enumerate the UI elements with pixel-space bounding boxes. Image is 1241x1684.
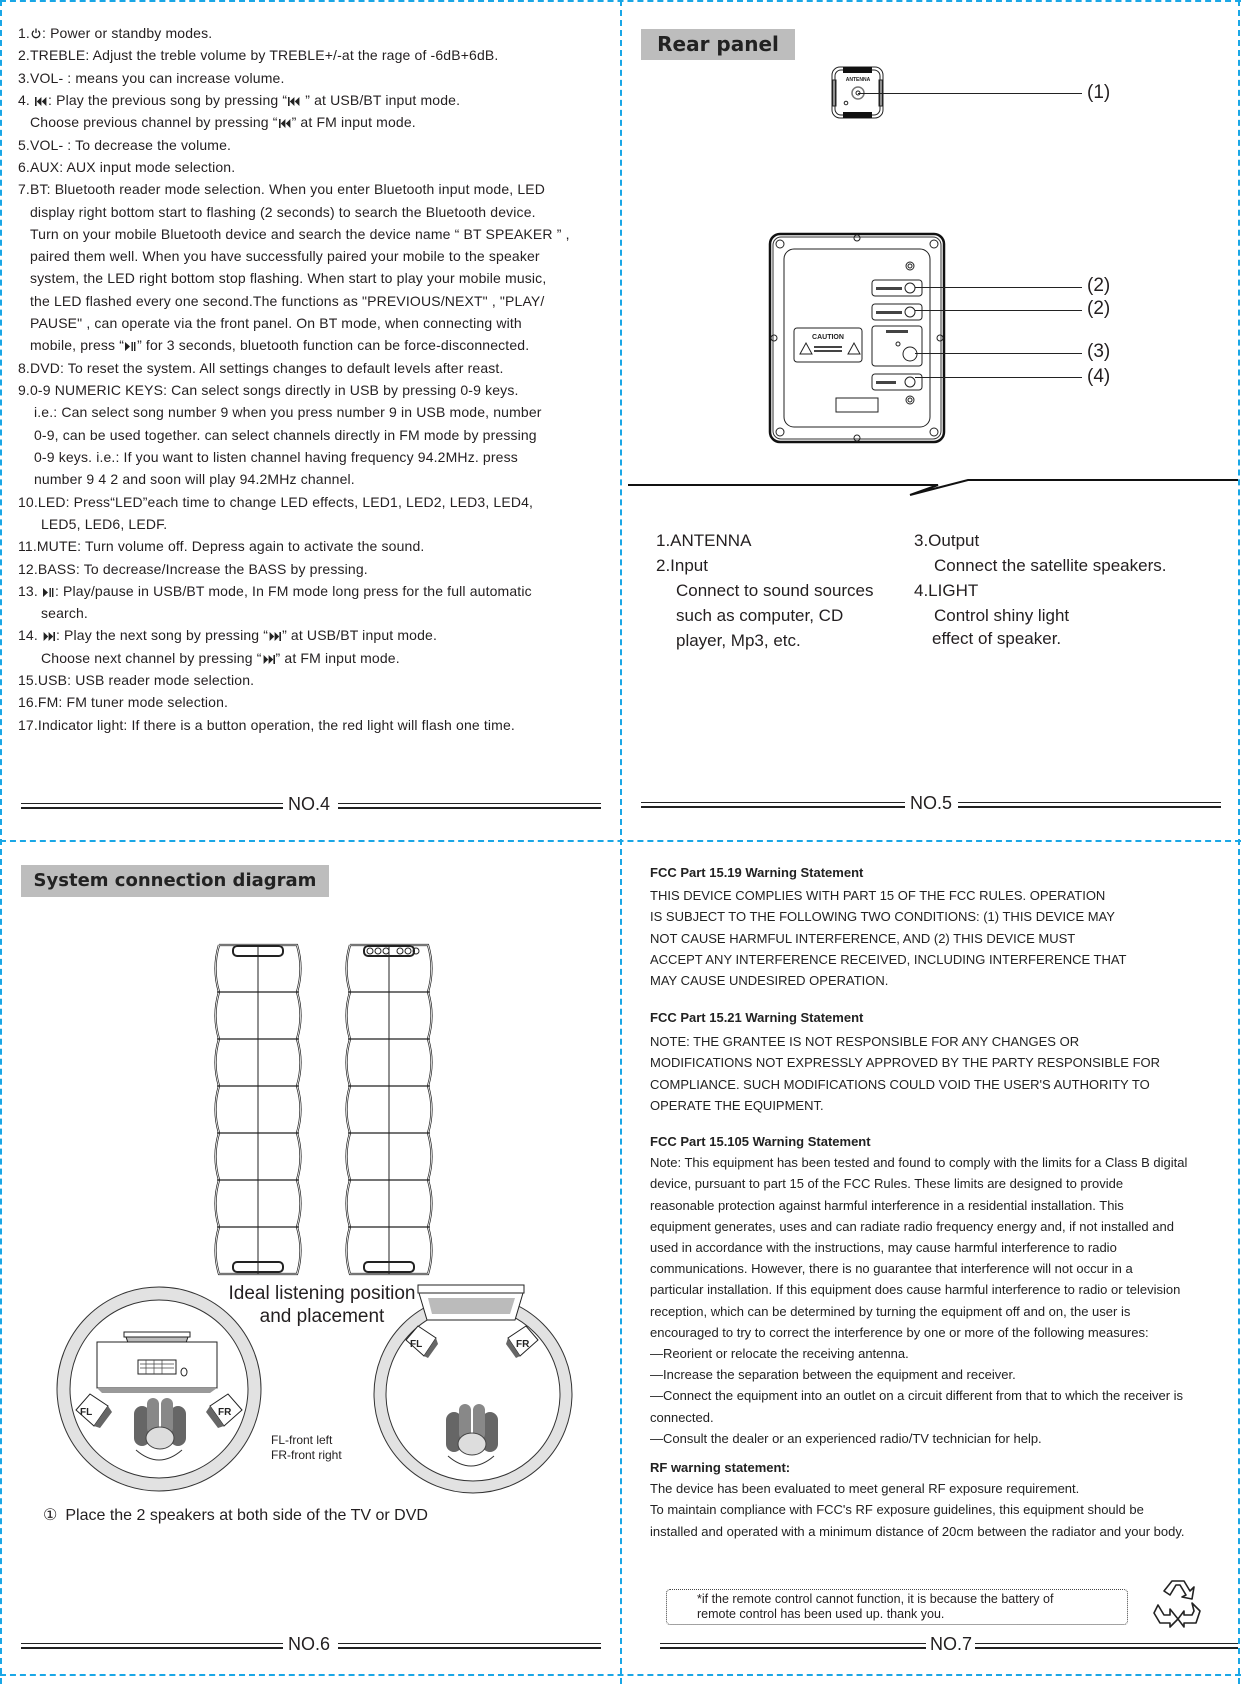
fcc-text-line: installed and operated with a minimum distance of 20cm between the radiator and your body. — [650, 1523, 1185, 1539]
function-line — [18, 624, 618, 646]
prev-icon — [279, 112, 291, 134]
callout-3: (3) — [1087, 341, 1111, 362]
function-text: the LED flashed every one second.The functions as "PREVIOUS/NEXT" , "PLAY/ — [30, 292, 545, 309]
speaker-fr-label: FR — [218, 1407, 232, 1418]
caution-label: CAUTION — [812, 334, 844, 341]
function-line — [18, 267, 618, 289]
function-line — [18, 111, 618, 133]
function-text: mobile, press “ — [30, 337, 125, 354]
fcc-text-line: particular installation. If this equipment does cause harmful interference to radio or television — [650, 1282, 1181, 1298]
speaker-fl-label: FL — [80, 1407, 93, 1418]
function-text: 16.FM: FM tuner mode selection. — [18, 694, 229, 711]
step-number: ① — [43, 1507, 58, 1524]
footer-rule-right — [975, 1643, 1238, 1649]
callout-line-3 — [915, 353, 1082, 354]
function-line — [18, 357, 618, 379]
playpause-icon — [125, 335, 136, 357]
function-text: i.e.: Can select song number 9 when you press number 9 in USB mode, number — [34, 404, 542, 421]
function-text: display right bottom start to flashing (2 seconds) to search the Bluetooth device. — [30, 203, 536, 220]
fcc-text-line: Note: This equipment has been tested and found to comply with the limits for a Class B digital — [650, 1155, 1188, 1171]
page-divider-vertical — [620, 0, 622, 1684]
speaker-fl-label: FL — [410, 1339, 423, 1350]
function-text: 12.BASS: To decrease/Increase the BASS by pressing. — [18, 560, 368, 577]
page-footer-6 — [21, 1636, 601, 1656]
footer-rule-right — [958, 802, 1221, 808]
footer-rule-right — [338, 1643, 601, 1649]
page-number: NO.7 — [930, 1634, 973, 1654]
fcc-text-line: NOT CAUSE HARMFUL INTERFERENCE, AND (2) THIS DEVICE MUST — [650, 930, 1076, 946]
fcc-text-line: To maintain compliance with FCC's RF exposure guidelines, this equipment should be — [650, 1502, 1144, 1518]
fcc-text-line: used in accordance with the instructions, may cause harmful interference to radio — [650, 1240, 1117, 1256]
function-line — [18, 714, 618, 736]
part-input-desc: Connect to sound sources — [676, 581, 874, 600]
fcc-text-line: ACCEPT ANY INTERFERENCE RECEIVED, INCLUDING INTERFERENCE THAT — [650, 951, 1127, 967]
fcc-heading: FCC Part 15.19 Warning Statement — [650, 865, 864, 880]
part-input-desc: player, Mp3, etc. — [676, 631, 801, 650]
fcc-text-line: —Consult the dealer or an experienced radio/TV technician for help. — [650, 1430, 1042, 1446]
fcc-15-105 — [650, 1131, 1187, 1449]
fcc-15-19 — [650, 862, 1127, 991]
footer-rule-left — [21, 1643, 283, 1649]
function-text: ” at FM input mode. — [291, 114, 416, 131]
callout-line-4 — [915, 377, 1082, 378]
ideal-line-1: Ideal listening position — [228, 1283, 416, 1304]
fcc-text-line: reception, which can be determined by turning the equipment off and on, the user is — [650, 1303, 1131, 1319]
fcc-heading: RF warning statement: — [650, 1460, 791, 1475]
function-line — [18, 491, 618, 513]
part-light-desc: Control shiny light — [934, 606, 1070, 625]
function-text: Choose previous channel by pressing “ — [30, 114, 278, 131]
function-text: 8.DVD: To reset the system. All settings changes to default levels after reast. — [18, 359, 504, 376]
section-title-rear-panel: Rear panel — [641, 29, 795, 60]
function-line — [18, 691, 618, 713]
ideal-line-2: and placement — [259, 1306, 385, 1327]
fcc-text-line: MODIFICATIONS NOT EXPRESSLY APPROVED BY THE PARTY RESPONSIBLE FOR — [650, 1055, 1161, 1071]
callout-4: (4) — [1087, 366, 1111, 387]
part-output: 3.Output — [914, 531, 980, 550]
fcc-text-line: device, pursuant to part 15 of the FCC Rules. These limits are designed to provide — [650, 1176, 1124, 1192]
function-text: 11.MUTE: Turn volume off. Depress again to activate the sound. — [18, 538, 425, 555]
part-light-desc: effect of speaker. — [932, 629, 1062, 648]
function-line — [18, 513, 618, 535]
function-text: : Play/pause in USB/BT mode, In FM mode long press for the full automatic — [54, 582, 532, 599]
page-number: NO.5 — [910, 793, 953, 813]
function-line — [18, 245, 618, 267]
page-border-left — [0, 0, 2, 1684]
function-text: number 9 4 2 and soon will play 94.2MHz channel. — [34, 471, 355, 488]
function-text: 0-9 keys. i.e.: If you want to listen channel having frequency 94.2MHz. press — [34, 448, 518, 465]
function-text: 13. — [18, 582, 42, 599]
power-icon — [31, 23, 41, 45]
page-footer-4 — [21, 796, 601, 816]
part-antenna: 1.ANTENNA — [656, 531, 752, 550]
footer-rule-right — [338, 803, 601, 809]
function-text: 10.LED: Press“LED”each time to change LED effects, LED1, LED2, LED3, LED4, — [18, 493, 534, 510]
fcc-text-line: MAY CAUSE UNDESIRED OPERATION. — [650, 973, 889, 989]
function-text: LED5, LED6, LEDF. — [41, 515, 168, 532]
speaker-legend — [271, 1433, 342, 1463]
prev-icon — [35, 90, 47, 112]
function-text: search. — [41, 605, 88, 622]
page-footer-5 — [641, 795, 1221, 815]
recycle-icon — [1150, 1575, 1206, 1631]
fcc-text-line: NOTE: THE GRANTEE IS NOT RESPONSIBLE FOR ANY CHANGES OR — [650, 1034, 1080, 1050]
function-text: 7.BT: Bluetooth reader mode selection. When you enter Bluetooth input mode, LED — [18, 181, 546, 198]
function-line — [18, 647, 618, 669]
function-line — [18, 67, 618, 89]
function-text: : Play the next song by pressing “ — [55, 627, 269, 644]
fcc-text-line: equipment generates, uses and can radiate radio frequency energy and, if not installed and — [650, 1218, 1174, 1234]
callout-line-2a — [915, 287, 1082, 288]
function-text: 5.VOL- : To decrease the volume. — [18, 136, 232, 153]
function-line — [18, 468, 618, 490]
page-footer-7 — [660, 1636, 1238, 1656]
fcc-text-line: reasonable protection against harmful interference in a residential installation. This — [650, 1197, 1124, 1213]
function-line — [18, 446, 618, 468]
function-text: Turn on your mobile Bluetooth device and search the device name “ BT SPEAKER ” , — [30, 225, 570, 242]
function-text: Choose next channel by pressing “ — [41, 649, 262, 666]
room-layout-tv — [372, 1280, 582, 1500]
fcc-text-line: encouraged to try to correct the interference by one or more of the following measures: — [650, 1324, 1149, 1340]
remote-battery-note — [666, 1589, 1128, 1625]
function-text: : Power or standby modes. — [41, 25, 213, 41]
function-line — [18, 44, 618, 66]
part-output-desc: Connect the satellite speakers. — [934, 556, 1167, 575]
legend-fr: FR-front right — [271, 1448, 342, 1462]
fcc-text-line: —Connect the equipment into an outlet on a circuit different from that to which the receiver is — [650, 1388, 1184, 1404]
function-text: 17.Indicator light: If there is a button operation, the red light will flash one time. — [18, 716, 515, 733]
function-line — [18, 156, 618, 178]
page-number: NO.6 — [288, 1634, 331, 1654]
function-text: paired them well. When you have successfully paired your mobile to the speaker — [30, 248, 540, 265]
fcc-text-line: communications. However, there is no guarantee that interference will not occur in a — [650, 1261, 1133, 1277]
callout-1: (1) — [1087, 82, 1111, 103]
function-line — [18, 223, 618, 245]
section-title-system-connection: System connection diagram — [21, 865, 329, 897]
step-text: Place the 2 speakers at both side of the TV or DVD — [65, 1507, 428, 1524]
part-input-desc: such as computer, CD — [676, 606, 844, 625]
note-line-1: *if the remote control cannot function, it is because the battery of — [697, 1592, 1054, 1606]
function-line — [18, 580, 618, 602]
function-line — [18, 602, 618, 624]
function-line — [18, 134, 618, 156]
function-line — [18, 22, 618, 44]
function-line — [18, 669, 618, 691]
function-text: 9.0-9 NUMERIC KEYS: Can select songs directly in USB by pressing 0-9 keys. — [18, 382, 519, 398]
callout-line-1 — [858, 93, 1082, 94]
fcc-text-line: OPERATE THE EQUIPMENT. — [650, 1097, 824, 1113]
playpause-icon — [43, 581, 54, 603]
function-line — [18, 379, 618, 401]
function-text: 6.AUX: AUX input mode selection. — [18, 158, 236, 175]
function-text: 0-9, can be used together. can select channels directly in FM mode by pressing — [34, 426, 537, 443]
function-line — [18, 89, 618, 111]
placement-step — [43, 1505, 428, 1527]
rf-warning — [650, 1457, 1185, 1542]
fcc-15-21 — [650, 1007, 1160, 1116]
function-text: ” at USB/BT input mode. — [301, 91, 461, 108]
tower-speakers-diagram — [210, 940, 440, 1280]
function-text: 1. — [18, 25, 30, 41]
footer-rule-left — [641, 802, 905, 808]
rear-panel-diagram — [768, 232, 948, 446]
fcc-text-line: IS SUBJECT TO THE FOLLOWING TWO CONDITIONS: (1) THIS DEVICE MAY — [650, 909, 1115, 925]
next-icon — [43, 625, 55, 647]
function-line — [18, 535, 618, 557]
function-text: 14. — [18, 627, 42, 644]
function-line — [18, 334, 618, 356]
fcc-text-line: connected. — [650, 1409, 714, 1425]
page-border-right — [1238, 0, 1240, 1684]
fcc-heading: FCC Part 15.105 Warning Statement — [650, 1134, 871, 1149]
zigzag-divider — [626, 474, 1240, 496]
function-text: 15.USB: USB reader mode selection. — [18, 672, 255, 689]
footer-rule-left — [21, 803, 283, 809]
callout-2-dvd: (2) — [1087, 298, 1111, 319]
button-function-list — [18, 22, 618, 736]
fcc-text-line: —Reorient or relocate the receiving antenna. — [650, 1346, 909, 1362]
function-line — [18, 290, 618, 312]
function-text: : Play the previous song by pressing “ — [48, 91, 288, 108]
function-text: PAUSE" , can operate via the front panel. On BT mode, when connecting with — [30, 315, 522, 332]
function-line — [18, 312, 618, 334]
callout-line-2b — [915, 310, 1082, 311]
function-text: ” at FM input mode. — [275, 649, 400, 666]
function-line — [18, 201, 618, 223]
function-text: 3.VOL- : means you can increase volume. — [18, 69, 285, 86]
footer-rule-left — [660, 1643, 926, 1649]
fcc-text-line: THIS DEVICE COMPLIES WITH PART 15 OF THE FCC RULES. OPERATION — [650, 888, 1106, 904]
parts-list-right — [914, 528, 1166, 651]
fcc-text-line: —Increase the separation between the equipment and receiver. — [650, 1367, 1016, 1383]
fcc-heading: FCC Part 15.21 Warning Statement — [650, 1010, 864, 1025]
legend-fl: FL-front left — [271, 1433, 333, 1447]
function-text: 4. — [18, 91, 35, 108]
prev-icon — [288, 90, 300, 112]
antenna-label: ANTENNA — [845, 77, 871, 83]
callout-2-aux: (2) — [1087, 275, 1111, 296]
fcc-text-line: COMPLIANCE. SUCH MODIFICATIONS COULD VOID THE USER'S AUTHORITY TO — [650, 1076, 1150, 1092]
page-number: NO.4 — [288, 794, 331, 814]
part-input: 2.Input — [656, 556, 708, 575]
function-line — [18, 558, 618, 580]
speaker-fr-label: FR — [516, 1339, 530, 1350]
fcc-text-line: The device has been evaluated to meet general RF exposure requirement. — [650, 1481, 1080, 1497]
next-icon — [269, 625, 281, 647]
part-light: 4.LIGHT — [914, 581, 979, 600]
function-text: ” for 3 seconds, bluetooth function can be force-disconnected. — [137, 337, 530, 354]
function-text: ” at USB/BT input mode. — [282, 627, 437, 644]
function-text: system, the LED right bottom stop flashing. When start to play your mobile music, — [30, 270, 547, 287]
function-line — [18, 401, 618, 423]
next-icon — [263, 648, 275, 670]
function-text: 2.TREBLE: Adjust the treble volume by TREBLE+/-at the rage of -6dB+6dB. — [18, 47, 499, 64]
note-line-2: remote control has been used up. thank you. — [697, 1607, 945, 1621]
parts-list-left — [656, 528, 874, 653]
function-line — [18, 424, 618, 446]
function-line — [18, 178, 618, 200]
